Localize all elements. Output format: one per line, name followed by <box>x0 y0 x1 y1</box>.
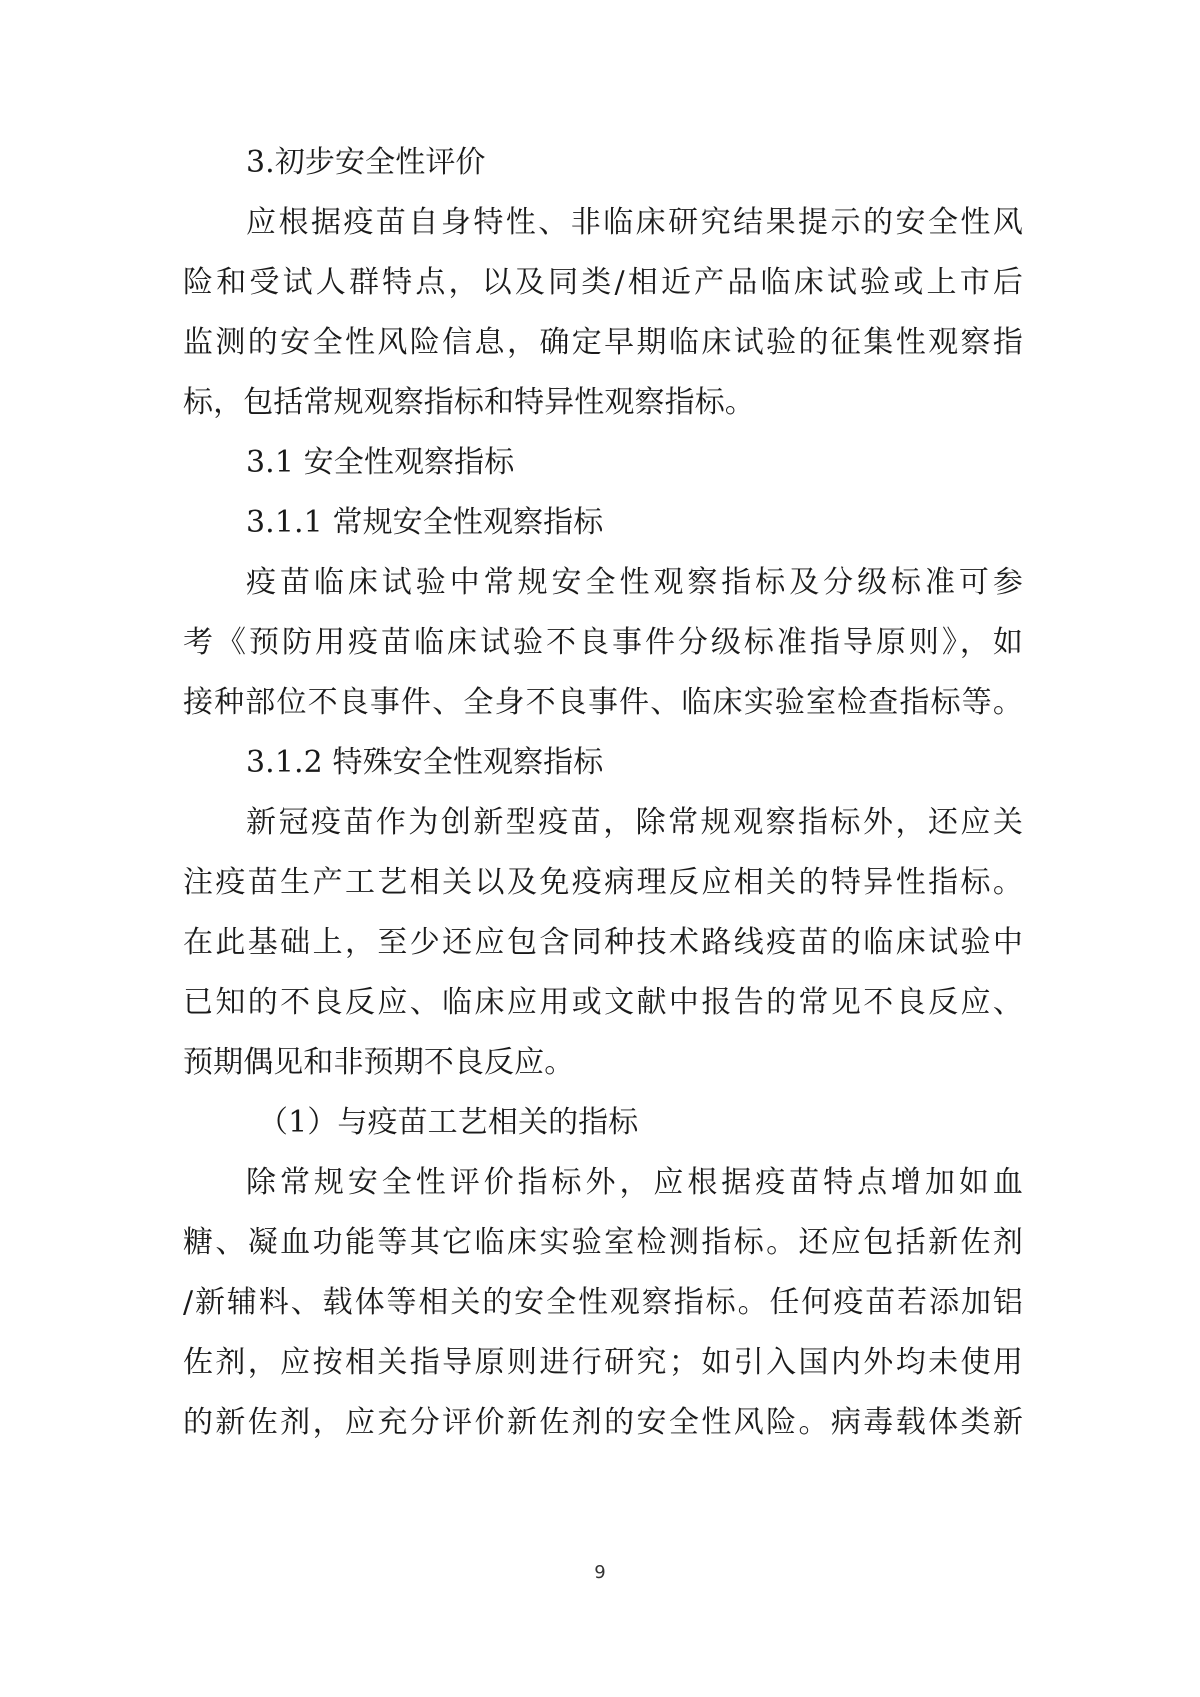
paragraph-line: 险和受试人群特点，以及同类/相近产品临床试验或上市后 <box>183 265 1023 300</box>
paragraph-line: 注疫苗生产工艺相关以及免疫病理反应相关的特异性指标。 <box>183 865 1023 900</box>
paragraph-line: 接种部位不良事件、全身不良事件、临床实验室检查指标等。 <box>183 685 1023 720</box>
paragraph-line: 除常规安全性评价指标外，应根据疫苗特点增加如血 <box>246 1165 1023 1200</box>
paragraph-line: 糖、凝血功能等其它临床实验室检测指标。还应包括新佐剂 <box>183 1225 1023 1260</box>
section-heading-3-1-2: 3.1.2 特殊安全性观察指标 <box>246 745 604 780</box>
section-heading-3-1-1: 3.1.1 常规安全性观察指标 <box>246 505 604 540</box>
paragraph-line: 预期偶见和非预期不良反应。 <box>183 1045 575 1080</box>
paragraph-line: 标，包括常规观察指标和特异性观察指标。 <box>183 385 755 420</box>
section-heading-3-1: 3.1 安全性观察指标 <box>246 445 515 480</box>
section-heading-3: 3.初步安全性评价 <box>246 145 486 180</box>
paragraph-line: 监测的安全性风险信息，确定早期临床试验的征集性观察指 <box>183 325 1023 360</box>
paragraph-line: 应根据疫苗自身特性、非临床研究结果提示的安全性风 <box>246 205 1023 240</box>
paragraph-line: 新冠疫苗作为创新型疫苗，除常规观察指标外，还应关 <box>246 805 1023 840</box>
paragraph-line: 的新佐剂，应充分评价新佐剂的安全性风险。病毒载体类新 <box>183 1405 1023 1440</box>
page-number: 9 <box>594 1562 606 1583</box>
paragraph-line: 已知的不良反应、临床应用或文献中报告的常见不良反应、 <box>183 985 1023 1020</box>
paragraph-line: /新辅料、载体等相关的安全性观察指标。任何疫苗若添加铝 <box>183 1285 1023 1320</box>
paragraph-line: 疫苗临床试验中常规安全性观察指标及分级标准可参 <box>246 565 1023 600</box>
paragraph-line: 在此基础上，至少还应包含同种技术路线疫苗的临床试验中 <box>183 925 1023 960</box>
paragraph-line: 考《预防用疫苗临床试验不良事件分级标准指导原则》，如 <box>183 625 1023 660</box>
paragraph-line: 佐剂，应按相关指导原则进行研究；如引入国内外均未使用 <box>183 1345 1023 1380</box>
subsection-heading-1: （1）与疫苗工艺相关的指标 <box>258 1105 639 1140</box>
